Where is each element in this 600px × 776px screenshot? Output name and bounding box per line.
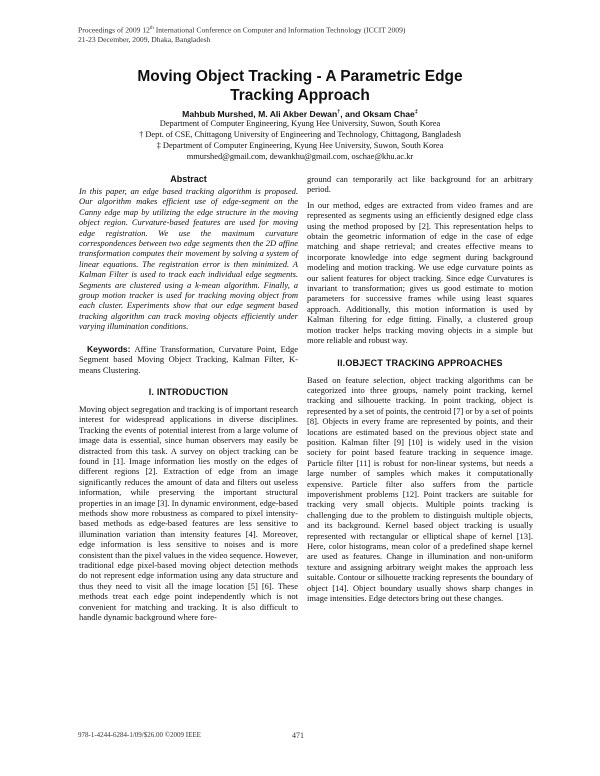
proceedings-line-1: Proceedings of 2009 12th International Conference on Computer and Information Technology (ICCIT 2009) — [78, 25, 406, 35]
approaches-paragraph-1: Based on feature selection, object tracking algorithms can be categorized into three groups, namely point tracking, kernel tracking and silhouette tracking. In point tracking, object is represented by a set of points, the centroid [7] or by a set of points [8]. Objects in every frame are represented by points, and their locations are estimated based on the previous object state and position. Kalman filter [9] [10] is widely used in the vision society for point based feature tracking in sequence image. Particle filter [11] is robust for non-linear systems, but needs a large number of samples which makes it computationally expensive. Particle filter also suffers from the particle impoverishment problems [12]. Point trackers are suitable for tracking very small objects. Multiple points tracking is challenging due to the problem to distinguish multiple objects, and its background. Kernel based object tracking is usually represented with rectangular or elliptical shape of kernel [13]. Here, color histograms, mean color of a predefined shape kernel are used as features. Change in illumination and non-uniform texture and assigning arbitrary weight makes the approach less suitable. Contour or silhouette tracking represents the boundary of object [14]. Object boundary usually shows sharp changes in image intensities. Edge detectors bring out these changes. — [307, 374, 533, 604]
proceedings-line-2: 21-23 December, 2009, Dhaka, Bangladesh — [78, 34, 211, 44]
section-heading-introduction: I. INTRODUCTION — [148, 386, 229, 397]
affiliations — [80, 118, 520, 162]
author-1: Mahbub Murshed, — [182, 108, 259, 119]
title-line-1: Moving Object Tracking - A Parametric Edge — [137, 68, 463, 85]
author-2: M. Ali Akber Dewan — [258, 108, 338, 119]
author-emails: mmurshed@gmail.com, dewankhu@gmail.com, oschae@khu.ac.kr — [186, 152, 414, 161]
copyright-identifier: 978-1-4244-6284-1/09/$26.00 ©2009 IEEE — [78, 731, 201, 739]
affiliation-3: ‡ Department of Computer Engineering, Kyung Hee University, Suwon, South Korea — [156, 141, 444, 150]
keywords-label: Keywords: — [87, 343, 135, 354]
abstract-text: In this paper, an edge based tracking algorithm is proposed. Our algorithm makes efficient use of edge-segment on the Canny edge map by utilizing the edge structure in the moving object region. Curvature-based features are used for moving edge registration. We use the maximum curvature correspondences between two edge segments then the 2D affine transformation computes their movement by solving a system of linear equations. The registration error is then minimized. A Kalman Filter is used to track each individual edge segments. Segments are clustered using a k-mean algorithm. Finally, a group motion tracker is used for tracking moving object from each cluster. Experiments show that our edge segment based tracking algorithm can track moving objects efficiently under varying illumination conditions. — [79, 186, 298, 332]
intro-paragraph-1: Moving object segregation and tracking is of important research interest for widespread applications in diverse disciplines. Tracking the events of potential interest from a large volume of image data is essential, since human observers may easily be distracted from this task. A survey on object tracking can be found in [1]. Image information lies mostly on the edges of different regions [2]. Extraction of edge from an image significantly reduces the amount of data and filters out useless information, while preserving the important structural properties in an image [3]. In dynamic environment, edge-based methods show more robustness as compared to pixel intensity-based methods as edge-based features are less sensitive to illumination variation than intensity features [4]. Moreover, edge information is less sensitive to noises and is more consistent than the pixel values in the video sequence. However, traditional edge pixel-based moving object detection methods do not represent edge information using any data structure and thus they need to visit all the image location [5] [6]. These methods treat each edge point independently which is not convenient for matching and tracking. It is also difficult to handle dynamic background where fore- — [79, 403, 298, 623]
abstract-heading: Abstract — [170, 174, 207, 184]
author-3-mark: ‡ — [414, 109, 418, 115]
keywords — [79, 344, 298, 375]
affiliation-2: † Dept. of CSE, Chittagong University of Engineering and Technology, Chittagong, Bangladesh — [139, 130, 461, 139]
title-line-2: Tracking Approach — [230, 87, 370, 104]
page-number: 471 — [292, 731, 304, 740]
proceedings-header — [78, 24, 405, 44]
paper-title — [90, 67, 510, 105]
left-column — [79, 174, 298, 622]
author-3: , and Oksam Chae — [340, 108, 415, 119]
intro-paragraph-1-continued: ground can temporarily act like background for an arbitrary period. — [307, 174, 533, 195]
section-heading-approaches: II.OBJECT TRACKING APPROACHES — [337, 357, 503, 368]
affiliation-1: Department of Computer Engineering, Kyung Hee University, Suwon, South Korea — [159, 119, 441, 128]
intro-paragraph-2: In our method, edges are extracted from video frames and are represented as segments using an efficiently designed edge class using the method proposed by [2]. This representation helps to obtain the geometric information of edge in the case of edge matching and shape retrieval; and creates effective means to incorporate knowledge into edge segment during background modeling and motion tracking. We use edge curvature points as our salient features for object tracking. Since edge Curvatures is invariant to transformation; gives us good estimate to motion parameters for successive frames while using least squares approach. Additionally, this motion information is used by Kalman filtering for edge fitting. Finally, a clustered group motion tracker helps tracking moving objects in a simple but more reliable and robust way. — [307, 199, 533, 346]
right-column — [307, 174, 533, 603]
author-2-mark: † — [337, 109, 341, 115]
keywords-text: Affine Transformation, Curvature Point, Edge Segment based Moving Object Tracking, Kalman Filter, K-means Clustering. — [79, 343, 298, 375]
